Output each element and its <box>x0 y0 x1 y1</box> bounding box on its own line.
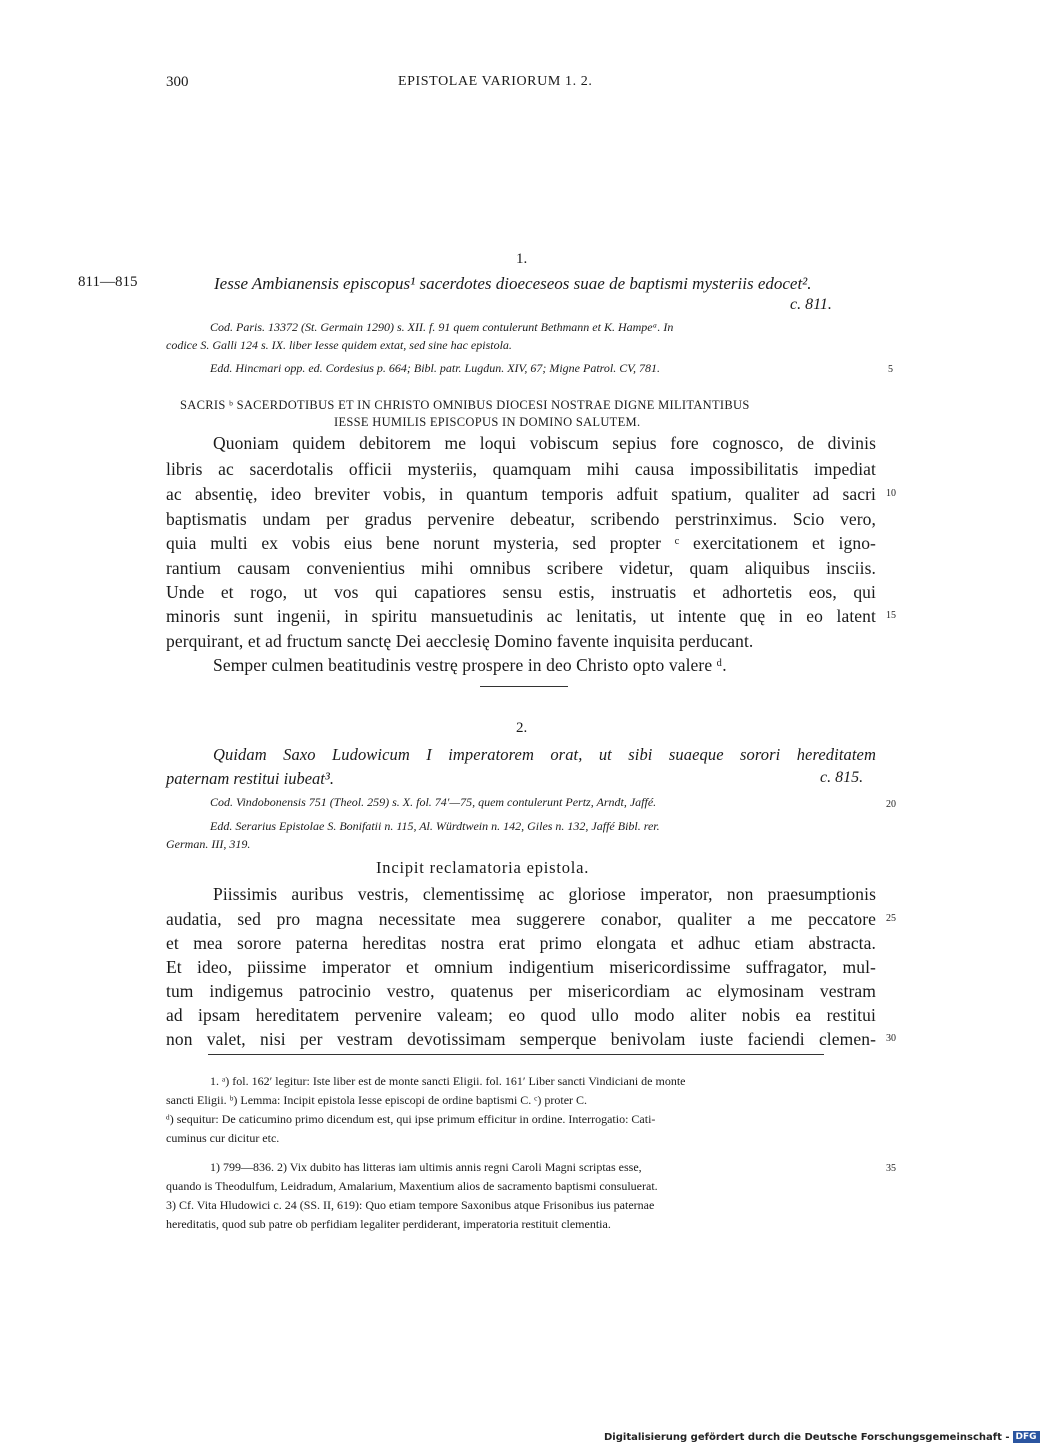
line-number: 20 <box>886 799 896 810</box>
line-number: 25 <box>886 913 896 924</box>
salutation: IESSE HUMILIS EPISCOPUS IN DOMINO SALUTEM. <box>334 415 641 429</box>
line-number: 10 <box>886 488 896 499</box>
section-heading: Incipit reclamatoria epistola. <box>376 858 590 877</box>
text-line: ac absentię, ideo breviter vobis, in quantum temporis adfuit spatium, qualiter ad sacri <box>166 484 876 504</box>
letter-number: 2. <box>516 720 528 736</box>
text-line: Piissimis auribus vestris, clementissimę ac gloriose imperator, non praesumptionis <box>213 884 876 904</box>
margin-date-range: 811—815 <box>78 274 138 290</box>
line-number: 5 <box>888 364 893 375</box>
editions-note: Edd. Serarius Epistolae S. Bonifatii n. 115, Al. Würdtwein n. 142, Giles n. 132, Jaffé Bibl. rer. <box>210 819 660 833</box>
text-line: Et ideo, piissime imperator et omnium indigentium misericordissime suffragator, mul- <box>166 957 876 977</box>
running-title: EPISTOLAE VARIORUM 1. 2. <box>398 74 593 89</box>
footnote-line: cuminus cur dicitur etc. <box>166 1131 280 1145</box>
text-line: audatia, sed pro magna necessitate mea suggerere conabor, qualiter a me peccatore <box>166 909 876 929</box>
codex-note: Cod. Paris. 13372 (St. Germain 1290) s. XII. f. 91 quem contulerunt Bethmann et K. Hampeᵃ. In <box>210 320 674 334</box>
letter-title: Quidam Saxo Ludowicum I imperatorem orat, ut sibi suaeque sorori hereditatem <box>213 745 876 764</box>
letter-title: paternam restitui iubeat³. <box>166 769 334 788</box>
text-line: minoris sunt ingenii, in spiritu mansuetudinis ac lenitatis, ut intente quę in eo latent <box>166 606 876 626</box>
footnote-line: sancti Eligii. ᵇ) Lemma: Incipit epistola Iesse episcopi de ordine baptismi C. ᶜ) proter C. <box>166 1093 588 1107</box>
codex-note: codice S. Galli 124 s. IX. liber Iesse quidem extat, sed sine hac epistola. <box>166 338 512 352</box>
text-line: rantium causam convenientius mihi omnibus scribere videtur, quam aliquibus insciis. <box>166 558 876 578</box>
page-number: 300 <box>166 74 189 90</box>
text-line: non valet, nisi per vestram devotissimam semperque benivolam iuste faciendi clemen- <box>166 1029 876 1049</box>
dfg-banner <box>604 1431 1040 1447</box>
section-divider <box>480 686 568 687</box>
letter-date: c. 815. <box>820 769 864 786</box>
dfg-banner-text: Digitalisierung gefördert durch die Deutsche Forschungsgemeinschaft - <box>604 1432 1010 1443</box>
footnote-line: 3) Cf. Vita Hludowici c. 24 (SS. II, 619): Quo etiam tempore Saxonibus atque Frisonibus ius paternae <box>166 1198 655 1212</box>
footnote-line: 1. ᵃ) fol. 162′ legitur: Iste liber est de monte sancti Eligii. fol. 161′ Liber sancti Vindiciani de monte <box>210 1074 686 1088</box>
editions-note: Edd. Hincmari opp. ed. Cordesius p. 664; Bibl. patr. Lugdun. XIV, 67; Migne Patrol. CV, 781. <box>210 361 660 375</box>
line-number: 30 <box>886 1033 896 1044</box>
text-line: Semper culmen beatitudinis vestrę prospere in deo Christo opto valere ᵈ. <box>213 655 727 675</box>
letter-title: Iesse Ambianensis episcopus¹ sacerdotes dioeceseos suae de baptismi mysteriis edocet². <box>214 274 812 293</box>
text-line: tum indigemus patrocinio vestro, quatenus per misericordiam ac elymosinam vestram <box>166 981 876 1001</box>
letter-date: c. 811. <box>790 296 832 313</box>
text-line: Unde et rogo, ut vos qui capatiores sensu estis, instruatis et adhortetis eos, qui <box>166 582 876 602</box>
footnote-line: 1) 799—836. 2) Vix dubito has litteras iam ultimis annis regni Caroli Magni scriptas esse, <box>210 1160 642 1174</box>
text-line: libris ac sacerdotalis officii mysteriis, quamquam mihi causa impossibilitatis impediat <box>166 459 876 479</box>
text-line: quia multi ex vobis eius bene norunt mysteria, sed propter ᶜ exercitationem et igno- <box>166 533 876 553</box>
line-number: 35 <box>886 1163 896 1174</box>
footnote-line: hereditatis, quod sub patre ob perfidiam legaliter perdiderant, imperatoria restituit clementia. <box>166 1217 611 1231</box>
footnote-line: ᵈ) sequitur: De caticumino primo dicendum est, qui ipse primum efficitur in ordine. Interrogatio: Cati- <box>166 1112 656 1126</box>
text-line: Quoniam quidem debitorem me loqui vobiscum sepius fore cognosco, de divinis <box>213 433 876 453</box>
text-line: ad ipsam hereditatem pervenire valeam; eo quod ullo modo aliter nobis ea restitui <box>166 1005 876 1025</box>
footnote-line: quando is Theodulfum, Leidradum, Amalarium, Maxentium alios de sacramento baptismi consuluerat. <box>166 1179 658 1193</box>
footnote-rule <box>208 1054 824 1055</box>
text-line: et mea sorore paterna hereditas nostra erat primo elongata et adhuc etiam abstracta. <box>166 933 876 953</box>
codex-note: Cod. Vindobonensis 751 (Theol. 259) s. X. fol. 74′—75, quem contulerunt Pertz, Arndt, Jaffé. <box>210 795 657 809</box>
line-number: 15 <box>886 610 896 621</box>
dfg-logo-icon: DFG <box>1013 1431 1040 1443</box>
salutation: SACRIS ᵇ SACERDOTIBUS ET IN CHRISTO OMNIBUS DIOCESI NOSTRAE DIGNE MILITANTIBUS <box>180 398 750 412</box>
text-line: perquirant, et ad fructum sanctę Dei aecclesię Domino favente inquisita perducant. <box>166 631 754 651</box>
text-line: baptismatis undam per gradus pervenire debeatur, scribendo perstrinximus. Scio vero, <box>166 509 876 529</box>
letter-number: 1. <box>516 251 528 267</box>
editions-note: German. III, 319. <box>166 837 251 851</box>
